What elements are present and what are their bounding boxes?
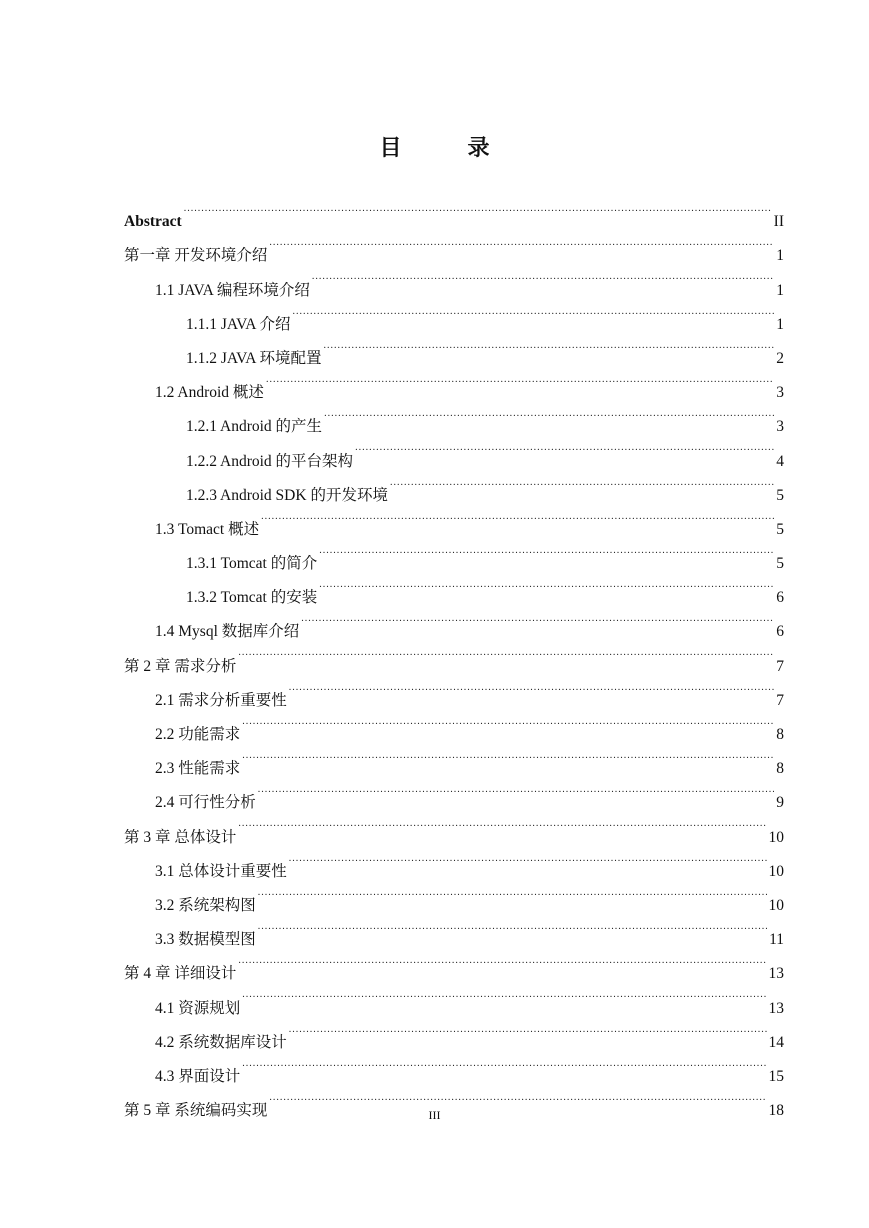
toc-entry-page: 1 (776, 247, 784, 265)
toc-entry-label: 4.3 界面设计 (155, 1067, 241, 1085)
toc-entry-page: 5 (776, 520, 784, 538)
toc-entry-label: 2.4 可行性分析 (155, 794, 256, 812)
toc-entry-page: 3 (776, 384, 784, 402)
toc-entry-label: 2.1 需求分析重要性 (155, 691, 287, 709)
toc-dot-leader (238, 636, 774, 670)
toc-entry-page: 1 (776, 281, 784, 299)
toc-dot-leader (261, 500, 774, 534)
toc-entry-label: 1.4 Mysql 数据库介绍 (155, 623, 300, 641)
toc-entry-label: 第 2 章 需求分析 (124, 657, 237, 675)
toc-entry-page: 7 (776, 657, 784, 675)
toc-dot-leader (301, 602, 774, 636)
toc-dot-leader (324, 397, 774, 431)
toc-entry-label: 4.2 系统数据库设计 (155, 1033, 287, 1051)
toc-dot-leader (312, 260, 774, 294)
toc-entry-label: 1.2.3 Android SDK 的开发环境 (186, 486, 388, 504)
toc-entry-label: 3.1 总体设计重要性 (155, 862, 287, 880)
toc-entry-page: 1 (776, 315, 784, 333)
toc-entry-label: 第一章 开发环境介绍 (124, 247, 268, 265)
toc-dot-leader (184, 192, 772, 226)
toc-entry-page: 5 (776, 555, 784, 573)
toc-dot-leader (293, 295, 775, 329)
toc-entry-label: 1.1.1 JAVA 介绍 (186, 315, 291, 333)
toc-entry-page: 13 (768, 965, 784, 983)
toc-entry-label: 1.2 Android 概述 (155, 384, 264, 402)
toc-entry-label: 4.1 资源规划 (155, 999, 241, 1017)
toc-entry-page: 10 (768, 862, 784, 880)
toc-dot-leader (289, 1013, 767, 1047)
toc-dot-leader (319, 534, 774, 568)
toc-entry-label: 1.3.2 Tomcat 的安装 (186, 589, 318, 607)
toc-entry-page: 10 (768, 828, 784, 846)
toc-dot-leader (390, 466, 774, 500)
toc-entry-page: II (773, 213, 784, 231)
toc-dot-leader (238, 807, 766, 841)
toc-entry-page: 8 (776, 760, 784, 778)
page-number: III (428, 1108, 441, 1122)
toc-entry-label: 1.3.1 Tomcat 的简介 (186, 555, 318, 573)
toc-dot-leader (269, 226, 774, 260)
toc-entry-label: 第 5 章 系统编码实现 (124, 1102, 268, 1120)
toc-entry-label: 2.3 性能需求 (155, 760, 241, 778)
toc-dot-leader (289, 842, 767, 876)
toc-entry-page: 9 (776, 794, 784, 812)
toc-entry-label: 3.2 系统架构图 (155, 896, 256, 914)
toc-entry-page: 14 (768, 1033, 784, 1051)
toc-entry-page: 13 (768, 999, 784, 1017)
toc-dot-leader (242, 978, 766, 1012)
toc-dot-leader (238, 944, 766, 978)
toc-dot-leader (258, 876, 767, 910)
toc-entry-label: 1.1 JAVA 编程环境介绍 (155, 281, 310, 299)
toc-entry-label: 1.3 Tomact 概述 (155, 520, 260, 538)
toc-entry-page: 18 (768, 1102, 784, 1120)
toc-entry-page: 15 (768, 1067, 784, 1085)
toc-entry-label: 第 4 章 详细设计 (124, 965, 237, 983)
page-title: 目 录 (379, 136, 512, 161)
toc-entry[interactable] (124, 192, 784, 231)
toc-entry-page: 11 (769, 931, 784, 949)
toc-entry-page: 2 (776, 349, 784, 367)
toc-dot-leader (324, 329, 775, 363)
toc-dot-leader (289, 671, 774, 705)
toc-entry-label: 3.3 数据模型图 (155, 931, 256, 949)
toc-entry-label: 1.1.2 JAVA 环境配置 (186, 349, 322, 367)
toc-dot-leader (242, 705, 774, 739)
toc-entry-label: 1.2.2 Android 的平台架构 (186, 452, 354, 470)
toc-entry-page: 6 (776, 623, 784, 641)
toc-entry-label: 1.2.1 Android 的产生 (186, 418, 323, 436)
toc-entry-page: 10 (768, 896, 784, 914)
toc-dot-leader (266, 363, 774, 397)
toc-dot-leader (242, 739, 774, 773)
toc-entry-page: 6 (776, 589, 784, 607)
toc-dot-leader (258, 773, 774, 807)
toc-entry-page: 5 (776, 486, 784, 504)
toc-entry-page: 3 (776, 418, 784, 436)
toc-entry[interactable] (124, 226, 784, 265)
toc-entry-page: 4 (776, 452, 784, 470)
toc-dot-leader (258, 910, 767, 944)
toc-entry-label: 2.2 功能需求 (155, 726, 241, 743)
toc-entry-page: 7 (776, 691, 784, 709)
toc-dot-leader (355, 431, 774, 465)
toc-dot-leader (242, 1047, 766, 1081)
toc-entry-page: 8 (776, 726, 784, 743)
table-of-contents (124, 192, 784, 1120)
toc-entry-label: 第 3 章 总体设计 (124, 828, 237, 846)
toc-entry-label: Abstract (124, 213, 182, 231)
toc-dot-leader (319, 568, 774, 602)
